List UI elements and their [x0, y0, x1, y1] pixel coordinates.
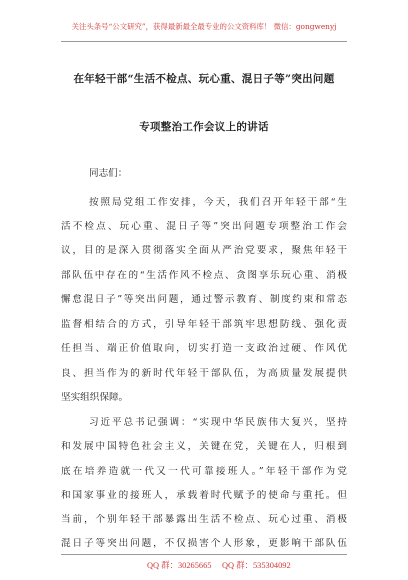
body-line: 当前，个别年轻干部暴露出生活不检点、玩心过重、消极: [61, 514, 347, 525]
footer-qq-group-right: QQ 群：535304092: [222, 561, 291, 570]
body-line: 底在培养造就一代又一代可靠接班人。”年轻干部作为党: [61, 466, 347, 477]
footer-divider: [61, 554, 347, 555]
body-line: 监督相结合的方式，引导年轻干部筑牢思想防线、强化责: [61, 319, 347, 330]
body-line: 良、担当作为的新时代年轻干部队伍，为高质量发展提供: [61, 368, 347, 379]
body-line: 部队伍中存在的“生活作风不检点、贪图享乐玩心重、消极: [61, 270, 347, 281]
document-subtitle: 专项整治工作会议上的讲话: [139, 121, 269, 133]
body-line: 混日子等突出问题，不仅损害个人形象，更影响干部队伍: [61, 538, 347, 549]
body-line: 坚实组织保障。: [61, 392, 129, 403]
body-line: 懈怠混日子”等突出问题，通过警示教育、制度约束和常态: [61, 294, 347, 305]
footer-qq-group-left: QQ 群：30265665: [147, 561, 212, 570]
body-line: 习近平总书记强调：“实现中华民族伟大复兴，坚持: [89, 417, 347, 428]
body-line: 按照局党组工作安排，今天，我们召开年轻干部“生: [89, 197, 347, 208]
body-line: 和发展中国特色社会主义，关键在党，关键在人，归根到: [61, 441, 347, 452]
header-note: 关注头条号“公文研究”，获得最新最全最专业的公文资料库！ 微信：gongwenyj: [71, 22, 337, 31]
salutation: 同志们：: [89, 168, 128, 179]
body-line: 议，目的是深入贯彻落实全面从严治党要求，聚焦年轻干: [61, 245, 347, 256]
document-title: 在年轻干部“生活不检点、玩心重、混日子等”突出问题: [73, 73, 335, 85]
header-divider: [61, 41, 347, 42]
body-line: 活不检点、玩心重、混日子等”突出问题专项整治工作会: [61, 221, 347, 232]
body-line: 任担当、端正价值取向，切实打造一支政治过硬、作风优: [61, 343, 347, 354]
body-line: 和国家事业的接班人，承载着时代赋予的使命与重托。但: [61, 490, 347, 501]
